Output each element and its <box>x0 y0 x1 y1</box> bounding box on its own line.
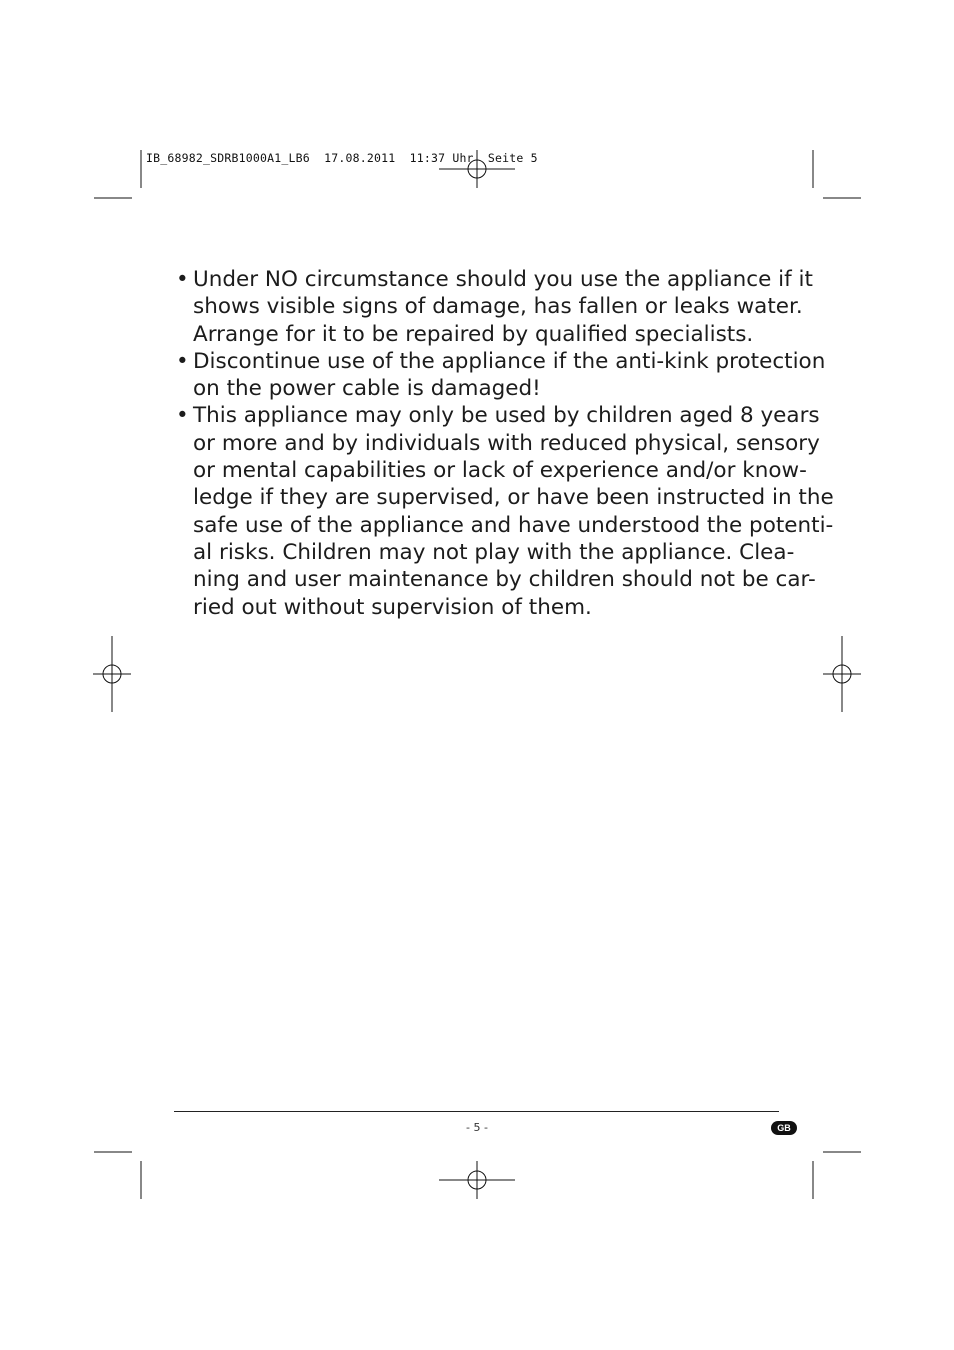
instruction-line: ledge if they are supervised, or have been instructed in the <box>193 485 834 511</box>
instruction-line: or more and by individuals with reduced physical, sensory <box>193 430 820 456</box>
instruction-line: Under NO circumstance should you use the appliance if it <box>193 267 813 292</box>
instruction-line: safe use of the appliance and have understood the potenti- <box>193 512 834 538</box>
bullet-icon: • <box>176 267 189 292</box>
instruction-item <box>174 402 834 620</box>
registration-mark-right <box>823 636 861 712</box>
bullet-icon: • <box>176 348 189 374</box>
instruction-line: ning and user maintenance by children should not be car- <box>193 567 816 593</box>
instruction-line: Arrange for it to be repaired by qualified specialists. <box>193 321 754 347</box>
registration-mark-bottom <box>439 1161 515 1199</box>
registration-mark-top <box>439 150 515 188</box>
bullet-icon: • <box>176 403 189 429</box>
language-badge: GB <box>771 1121 797 1135</box>
instruction-line: Discontinue use of the appliance if the anti-kink protection <box>193 348 826 374</box>
instruction-line: on the power cable is damaged! <box>193 376 541 402</box>
instruction-line: ried out without supervision of them. <box>193 594 592 620</box>
instruction-item <box>174 348 826 403</box>
page-number: - 5 - <box>466 1121 488 1134</box>
instruction-item <box>174 266 813 348</box>
instruction-line: shows visible signs of damage, has fallen or leaks water. <box>193 294 803 320</box>
footer-divider <box>174 1111 779 1112</box>
instruction-line: al risks. Children may not play with the appliance. Clea- <box>193 539 795 565</box>
safety-instructions <box>174 266 834 621</box>
instruction-line: This appliance may only be used by children aged 8 years <box>193 403 820 429</box>
registration-mark-left <box>93 636 131 712</box>
instruction-line: or mental capabilities or lack of experience and/or know- <box>193 458 807 484</box>
print-slug: IB_68982_SDRB1000A1_LB6 17.08.2011 11:37 Uhr Seite 5 <box>146 151 538 165</box>
